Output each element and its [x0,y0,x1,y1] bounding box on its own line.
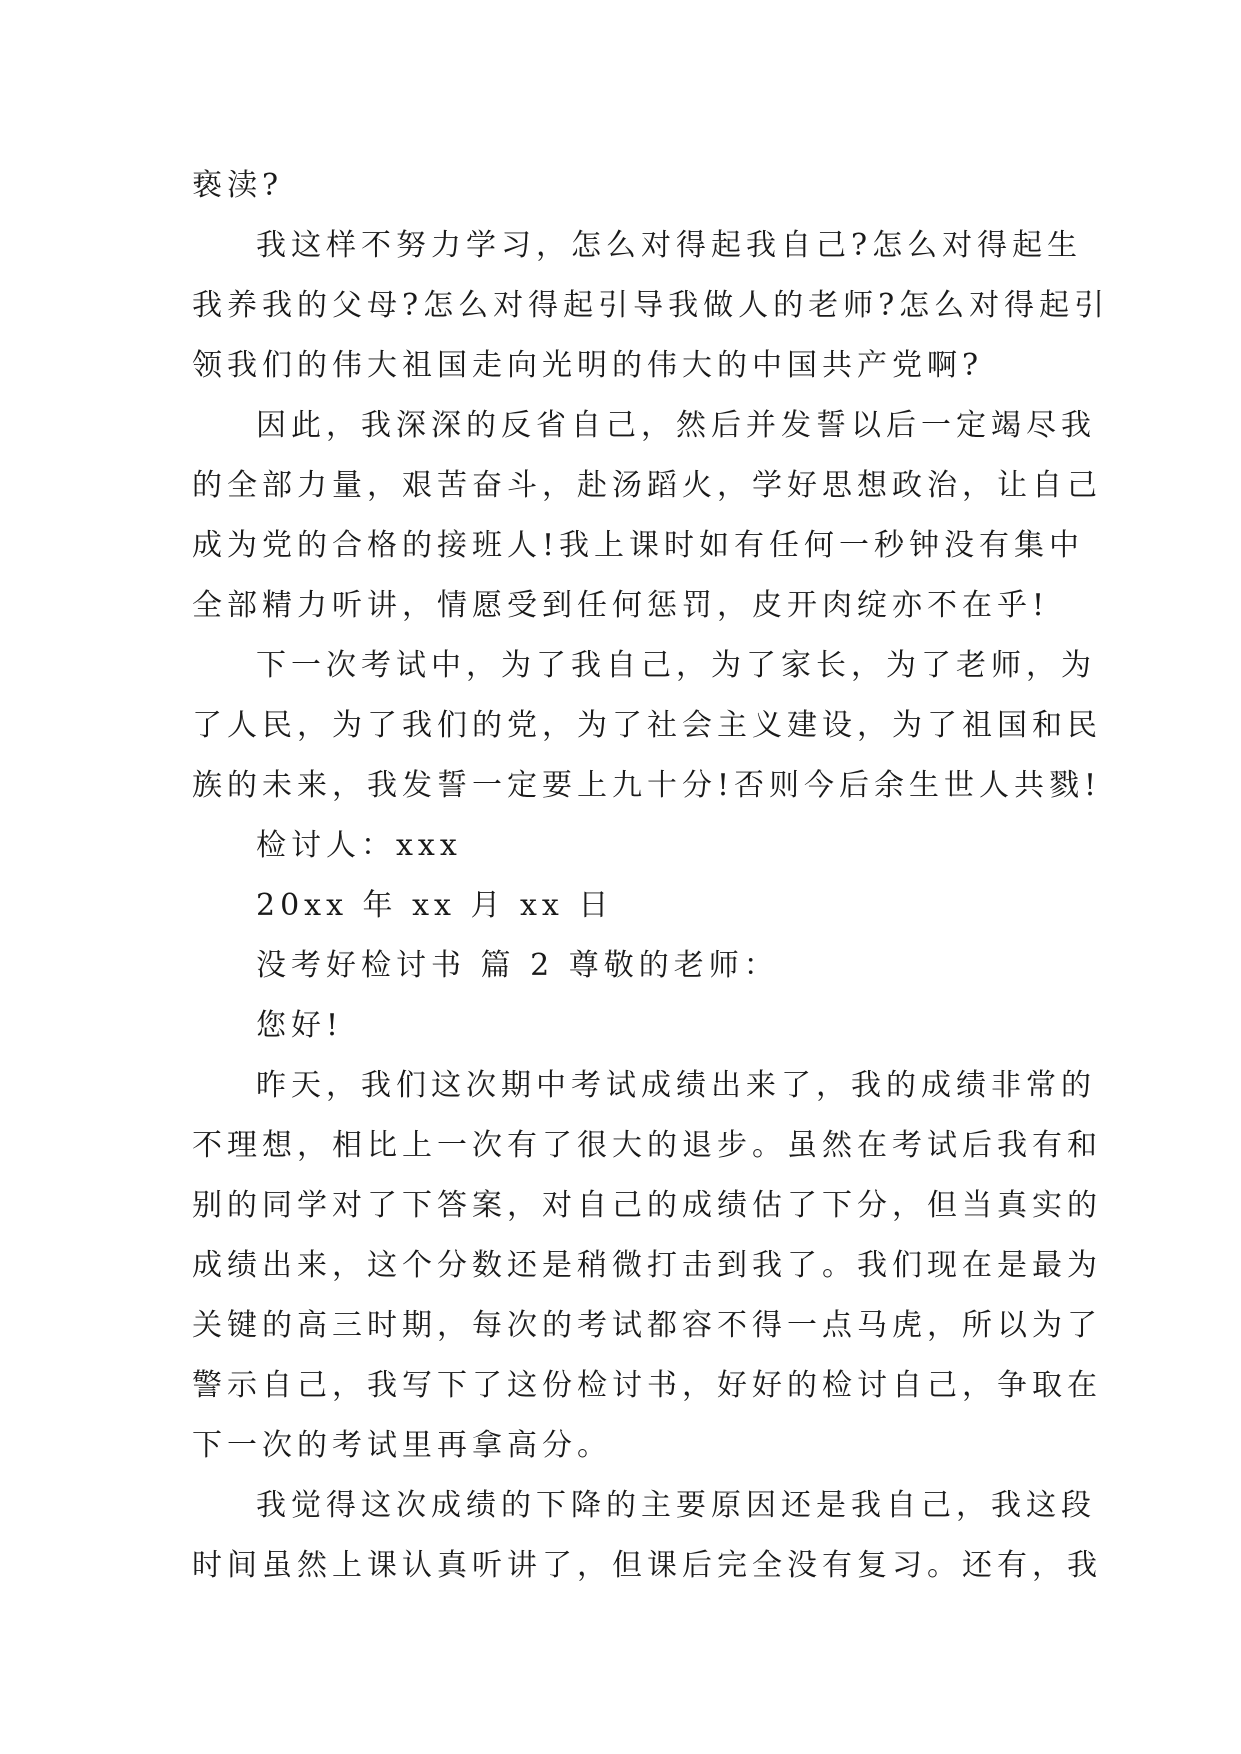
text-line: 我养我的父母?怎么对得起引导我做人的老师?怎么对得起引 [192,288,1110,323]
text-line: 亵渎? [192,168,284,203]
text-line: 别的同学对了下答案，对自己的成绩估了下分，但当真实的 [192,1188,1102,1223]
text-line: 领我们的伟大祖国走向光明的伟大的中国共产党啊? [192,348,984,383]
text-line: 您好! [256,1008,344,1043]
text-line: 成绩出来，这个分数还是稍微打击到我了。我们现在是最为 [192,1248,1102,1283]
text-line: 时间虽然上课认真听讲了，但课后完全没有复习。还有，我 [192,1548,1102,1583]
text-line: 20xx 年 xx 月 xx 日 [256,888,614,923]
text-line: 因此，我深深的反省自己，然后并发誓以后一定竭尽我 [256,408,1096,443]
text-line: 我这样不努力学习，怎么对得起我自己?怎么对得起生 [256,228,1083,263]
text-line: 没考好检讨书 篇 2 尊敬的老师： [256,948,779,983]
text-line: 下一次的考试里再拿高分。 [192,1428,612,1463]
text-line: 不理想，相比上一次有了很大的退步。虽然在考试后我有和 [192,1128,1102,1163]
text-line: 下一次考试中，为了我自己，为了家长，为了老师，为 [256,648,1096,683]
text-line: 了人民，为了我们的党，为了社会主义建设，为了祖国和民 [192,708,1102,743]
text-line: 族的未来，我发誓一定要上九十分!否则今后余生世人共戮! [192,768,1102,803]
text-line: 关键的高三时期，每次的考试都容不得一点马虎，所以为了 [192,1308,1102,1343]
text-line: 的全部力量，艰苦奋斗，赴汤蹈火，学好思想政治，让自己 [192,468,1102,503]
text-line: 警示自己，我写下了这份检讨书，好好的检讨自己，争取在 [192,1368,1102,1403]
text-line: 全部精力听讲，情愿受到任何惩罚，皮开肉绽亦不在乎! [192,588,1050,623]
text-line: 成为党的合格的接班人!我上课时如有任何一秒钟没有集中 [192,528,1085,563]
text-line: 昨天，我们这次期中考试成绩出来了，我的成绩非常的 [256,1068,1096,1103]
text-line: 检讨人：xxx [256,828,462,863]
document-body [192,156,1110,1596]
text-line: 我觉得这次成绩的下降的主要原因还是我自己，我这段 [256,1488,1096,1523]
